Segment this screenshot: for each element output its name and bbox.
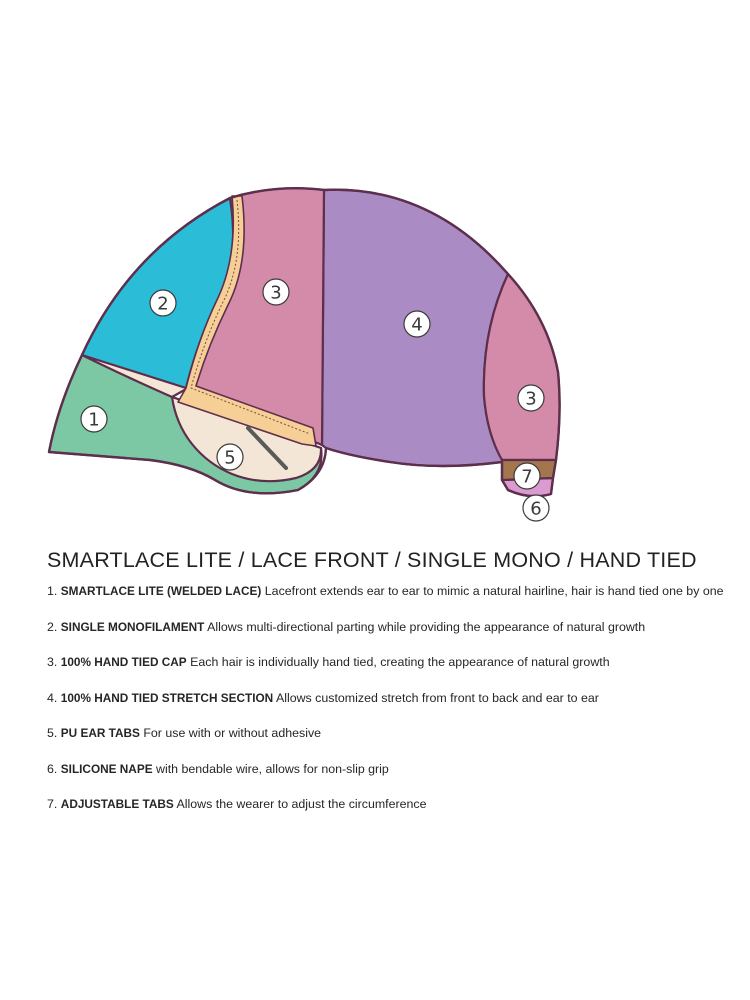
feature-lead: SINGLE MONOFILAMENT	[60, 619, 205, 634]
feature-description: Allows customized stretch from front to back and ear to ear	[275, 690, 599, 705]
feature-lead: SMARTLACE LITE (WELDED LACE)	[60, 584, 262, 598]
feature-description: For use with or without adhesive	[143, 726, 322, 740]
feature-item	[47, 583, 747, 619]
feature-item	[47, 796, 747, 832]
feature-lead: 100% HAND TIED STRETCH SECTION	[60, 690, 274, 705]
feature-item	[47, 761, 747, 797]
label-2: 2	[157, 293, 169, 315]
feature-description: Lacefront extends ear to ear to mimic a natural hairline, hair is hand tied one by one	[264, 584, 724, 598]
label-5: 5	[224, 447, 236, 469]
label-1: 1	[88, 409, 100, 431]
feature-description: Allows multi-directional parting while providing the appearance of natural growth	[207, 619, 646, 634]
feature-number: 6.	[47, 761, 58, 776]
label-3-back: 3	[525, 388, 537, 410]
feature-item	[47, 690, 747, 726]
label-6: 6	[530, 498, 542, 520]
label-4: 4	[411, 314, 423, 336]
feature-lead: ADJUSTABLE TABS	[60, 797, 174, 811]
page-title: SMARTLACE LITE / LACE FRONT / SINGLE MONO / HAND TIED	[47, 548, 697, 572]
feature-description: Allows the wearer to adjust the circumference	[176, 797, 427, 811]
feature-number: 4.	[47, 690, 58, 705]
feature-description: Each hair is individually hand tied, creating the appearance of natural growth	[190, 655, 610, 669]
label-3-front: 3	[270, 282, 282, 304]
feature-lead: PU EAR TABS	[60, 726, 140, 740]
label-7: 7	[521, 466, 533, 488]
feature-item	[47, 725, 747, 761]
feature-item	[47, 619, 747, 655]
feature-lead: SILICONE NAPE	[60, 761, 153, 776]
feature-number: 3.	[47, 655, 58, 669]
feature-description: with bendable wire, allows for non-slip grip	[156, 761, 389, 776]
feature-list	[47, 583, 747, 832]
feature-number: 1.	[47, 584, 58, 598]
feature-item	[47, 654, 747, 690]
feature-number: 7.	[47, 797, 58, 811]
feature-number: 2.	[47, 619, 58, 634]
feature-lead: 100% HAND TIED CAP	[60, 655, 187, 669]
feature-number: 5.	[47, 726, 58, 740]
